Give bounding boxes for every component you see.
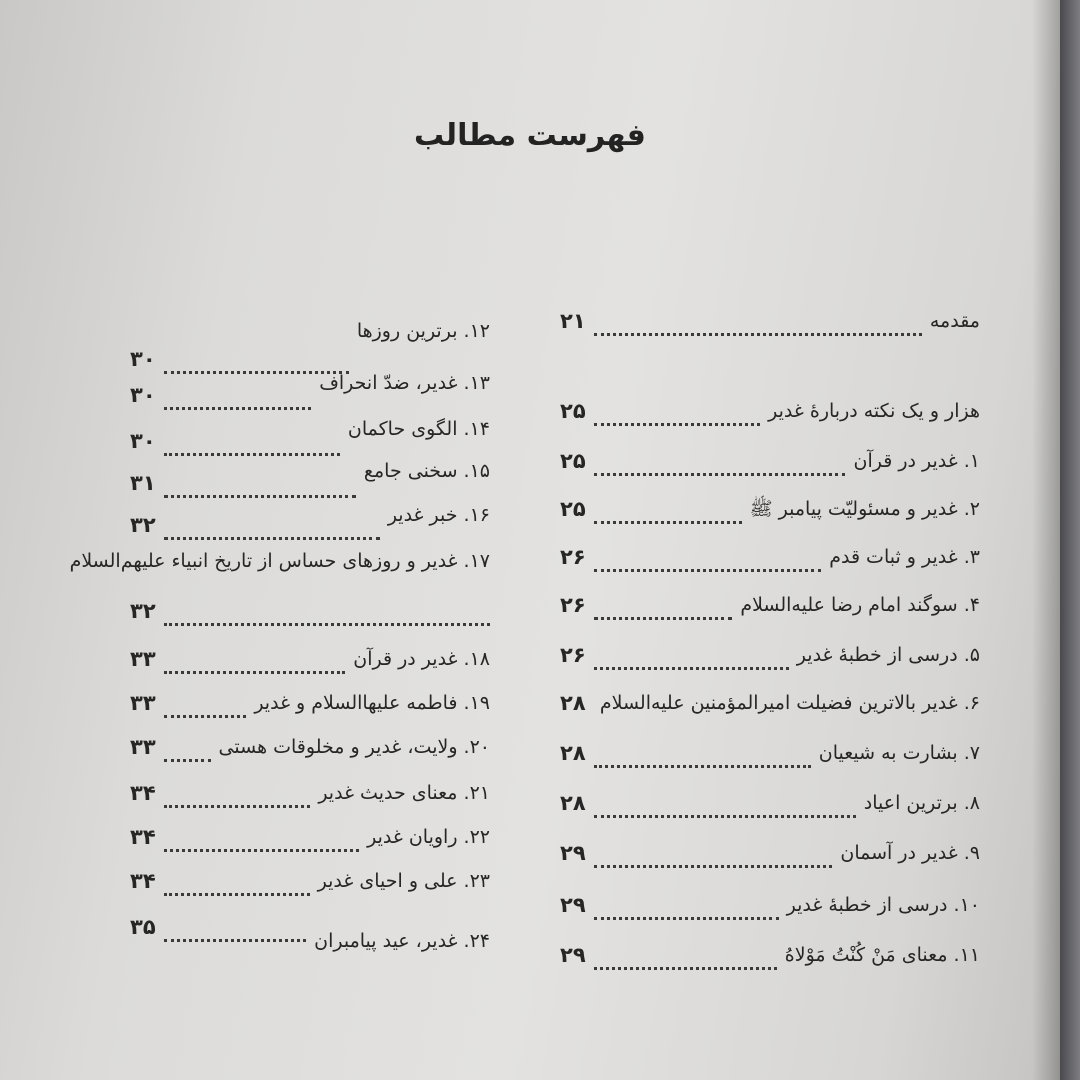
- dotted-leader: [594, 396, 760, 426]
- dotted-leader: [594, 542, 821, 572]
- dotted-leader: [164, 778, 310, 808]
- toc-entry: [560, 688, 980, 728]
- dotted-leader: [594, 890, 779, 920]
- toc-entry: [130, 688, 490, 728]
- dotted-leader: [594, 494, 742, 524]
- toc-page-number: ۳۴: [130, 825, 156, 849]
- toc-entry: [130, 414, 490, 454]
- toc-entry: [560, 396, 980, 436]
- dotted-leader: [164, 732, 211, 762]
- toc-label: ۳. غدیر و ثبات قدم: [829, 546, 980, 568]
- toc-page-number: ۲۸: [560, 741, 586, 765]
- dotted-leader: [594, 838, 832, 868]
- toc-page-number: ۲۵: [560, 399, 586, 423]
- dotted-leader: [594, 306, 922, 336]
- dotted-leader: [594, 940, 777, 970]
- toc-label: ۸. برترین اعیاد: [863, 792, 980, 814]
- toc-label: ۱۶. خبر غدیر: [387, 504, 490, 526]
- toc-page-number: ۲۹: [560, 841, 586, 865]
- dotted-leader: [164, 644, 345, 674]
- toc-page-number: ۳۰: [130, 347, 156, 371]
- toc-page-number: ۳۲: [130, 599, 156, 623]
- toc-label: ۱۲. برترین روزها: [356, 320, 490, 342]
- dotted-leader: [164, 866, 310, 896]
- toc-entry: [130, 732, 490, 772]
- toc-entry: [130, 915, 490, 966]
- toc-page-number: ۲۶: [560, 643, 586, 667]
- toc-label: ۲۲. راویان غدیر: [367, 826, 490, 848]
- toc-page-number: ۳۵: [130, 915, 156, 939]
- toc-label: ۲۰. ولایت، غدیر و مخلوقات هستی: [218, 736, 490, 758]
- toc-label: ۹. غدیر در آسمان: [840, 842, 980, 864]
- toc-entry: [130, 368, 490, 408]
- toc-label: ۱۷. غدیر و روزهای حساس از تاریخ انبیاء علیهم‌السلام: [69, 550, 490, 572]
- toc-label: مقدمه: [929, 310, 980, 332]
- toc-label: ۷. بشارت به شیعیان: [818, 742, 980, 764]
- toc-entry: [130, 500, 490, 540]
- toc-label: ۱۹. فاطمه علیهاالسلام و غدیر: [254, 692, 490, 714]
- toc-entry: [130, 644, 490, 684]
- dotted-leader: [164, 912, 306, 942]
- toc-entry: [560, 306, 980, 346]
- toc-page-number: ۳۱: [130, 471, 156, 495]
- toc-entry: [560, 940, 980, 980]
- page-shadow: [1032, 0, 1060, 1080]
- dotted-leader: [594, 640, 789, 670]
- dotted-leader: [164, 380, 311, 410]
- dotted-leader: [594, 590, 732, 620]
- dotted-leader: [164, 596, 490, 626]
- toc-page-number: ۳۴: [130, 869, 156, 893]
- toc-entry: [560, 640, 980, 680]
- dotted-leader: [164, 688, 246, 718]
- toc-page-number: ۲۵: [560, 497, 586, 521]
- dotted-leader: [594, 446, 845, 476]
- toc-entry: [560, 494, 980, 534]
- toc-label: ۱۵. سخنی جامع: [363, 460, 490, 482]
- toc-entry: [560, 542, 980, 582]
- toc-page-number: ۲۶: [560, 593, 586, 617]
- toc-entry: [130, 778, 490, 818]
- toc-entry: [560, 590, 980, 630]
- toc-entry: [69, 546, 490, 623]
- toc-page-number: ۲۸: [560, 791, 586, 815]
- dotted-leader: [594, 788, 856, 818]
- toc-page-number: ۳۰: [130, 383, 156, 407]
- toc-page-number: ۲۵: [560, 449, 586, 473]
- toc-label: هزار و یک نکته دربارۀ غدیر: [768, 400, 980, 422]
- toc-label: ۲. غدیر و مسئولیّت پیامبر ﷺ: [749, 498, 980, 520]
- book-edge: [1060, 0, 1080, 1080]
- toc-page-number: ۳۳: [130, 735, 156, 759]
- dotted-leader: [164, 468, 356, 498]
- toc-label: ۱. غدیر در قرآن: [853, 450, 980, 472]
- toc-page-number: ۲۹: [560, 893, 586, 917]
- toc-entry: [560, 446, 980, 486]
- toc-label: ۲۴. غدیر، عید پیامبران: [314, 930, 490, 952]
- toc-entry: [130, 456, 490, 496]
- toc-label: ۱۳. غدیر، ضدّ انحراف: [319, 372, 490, 394]
- toc-entry: [560, 890, 980, 930]
- toc-page-number: ۳۰: [130, 429, 156, 453]
- toc-label: ۲۱. معنای حدیث غدیر: [318, 782, 490, 804]
- toc-entry: [560, 838, 980, 878]
- toc-entry: [130, 866, 490, 906]
- toc-entry: [560, 788, 980, 828]
- toc-page-number: ۳۳: [130, 647, 156, 671]
- toc-label: ۱۸. غدیر در قرآن: [353, 648, 490, 670]
- toc-label: ۲۳. علی و احیای غدیر: [317, 870, 490, 892]
- toc-page-number: ۳۴: [130, 781, 156, 805]
- toc-entry: [130, 822, 490, 862]
- toc-page-number: ۲۸: [560, 691, 586, 715]
- dotted-leader: [164, 510, 380, 540]
- toc-entry: [560, 738, 980, 778]
- toc-label: ۵. درسی از خطبۀ غدیر: [796, 644, 980, 666]
- dotted-leader: [164, 426, 340, 456]
- toc-label: ۶. غدیر بالاترین فضیلت امیرالمؤمنین علیه‌السلام: [599, 692, 980, 714]
- toc-entry: [130, 316, 490, 371]
- page-title: فهرست مطالب: [414, 118, 646, 153]
- toc-page-number: ۲۱: [560, 309, 586, 333]
- toc-page-number: ۲۶: [560, 545, 586, 569]
- toc-page-number: ۲۹: [560, 943, 586, 967]
- dotted-leader: [594, 738, 811, 768]
- toc-page-number: ۳۳: [130, 691, 156, 715]
- toc-label: ۴. سوگند امام رضا علیه‌السلام: [740, 594, 980, 616]
- toc-page-number: ۳۲: [130, 513, 156, 537]
- toc-label: ۱۴. الگوی حاکمان: [347, 418, 490, 440]
- toc-label: ۱۱. معنای مَنْ کُنْتُ مَوْلاهُ: [784, 944, 980, 966]
- dotted-leader: [164, 822, 359, 852]
- toc-label: ۱۰. درسی از خطبۀ غدیر: [786, 894, 980, 916]
